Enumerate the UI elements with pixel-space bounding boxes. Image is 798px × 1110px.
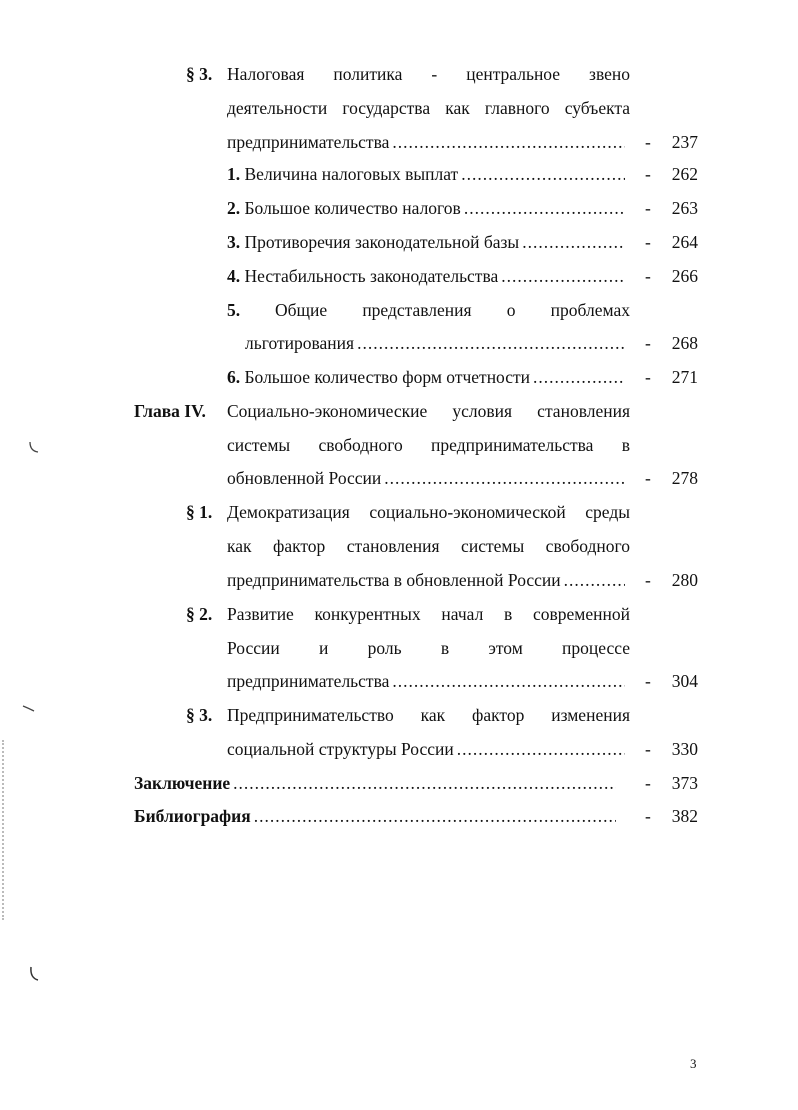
toc-entry-line[interactable]	[227, 565, 625, 595]
toc-entry-line[interactable]	[227, 227, 625, 257]
toc-entry-line[interactable]	[134, 801, 616, 831]
toc-text: Нестабильность законодательства	[244, 266, 499, 286]
page-ref: 271	[671, 367, 698, 387]
leader-dots	[464, 193, 625, 223]
toc-entry-line[interactable]	[227, 159, 625, 189]
page-dash: -	[645, 164, 651, 184]
toc-text-line: Налоговая политика - центральное звено	[227, 64, 630, 84]
toc-entry-line[interactable]	[134, 768, 616, 798]
toc-text-line: как фактор становления системы свободного	[227, 536, 630, 556]
page-ref: 278	[671, 468, 698, 488]
toc-entry-line[interactable]	[227, 193, 625, 223]
item-number: 4.	[227, 266, 241, 286]
toc-text: социальной структуры России	[227, 739, 454, 759]
page-ref: 268	[671, 333, 698, 353]
page-dash: -	[645, 367, 651, 387]
chapter-marker: Глава IV.	[134, 401, 206, 421]
section-marker: § 3.	[186, 64, 213, 84]
toc-text-line: Развитие конкурентных начал в современной	[227, 604, 630, 624]
toc-entry-line[interactable]	[227, 463, 625, 493]
page-dash: -	[645, 739, 651, 759]
page-dash: -	[645, 132, 651, 152]
scan-mark-icon	[28, 966, 40, 982]
section-marker: § 1.	[186, 502, 213, 522]
scan-mark-icon	[22, 704, 36, 714]
leader-dots	[233, 768, 616, 798]
toc-entry-line[interactable]	[245, 328, 625, 358]
leader-dots	[533, 362, 625, 392]
leader-dots	[392, 127, 625, 157]
section-marker: § 3.	[186, 705, 213, 725]
leader-dots	[384, 463, 625, 493]
page-dash: -	[645, 468, 651, 488]
page-dash: -	[645, 570, 651, 590]
leader-dots	[564, 565, 625, 595]
scan-edge-mark	[2, 740, 6, 920]
toc-text-line: России и роль в этом процессе	[227, 638, 630, 658]
page-dash: -	[645, 773, 651, 793]
item-number: 6.	[227, 367, 241, 387]
page-ref: 280	[671, 570, 698, 590]
page-dash: -	[645, 232, 651, 252]
page-ref: 263	[671, 198, 698, 218]
toc-text: Противоречия законодательной базы	[244, 232, 520, 252]
toc-text: предпринимательства	[227, 132, 390, 152]
toc-text-line: Предпринимательство как фактор изменения	[227, 705, 630, 725]
leader-dots	[392, 666, 625, 696]
toc-text: Большое количество налогов	[244, 198, 461, 218]
item-number: 3.	[227, 232, 241, 252]
toc-entry-line[interactable]	[227, 362, 625, 392]
toc-text: Библиография	[134, 806, 251, 826]
page-dash: -	[645, 671, 651, 691]
leader-dots	[461, 159, 625, 189]
leader-dots	[357, 328, 625, 358]
toc-entry-line[interactable]	[227, 127, 625, 157]
toc-text-line: Общие представления о проблемах	[275, 300, 630, 320]
page-ref: 304	[671, 671, 698, 691]
page-dash: -	[645, 333, 651, 353]
toc-text: Заключение	[134, 773, 231, 793]
toc-entry-line[interactable]	[227, 261, 625, 291]
page-ref: 330	[671, 739, 698, 759]
page-dash: -	[645, 266, 651, 286]
page-dash: -	[645, 198, 651, 218]
toc-text: обновленной России	[227, 468, 382, 488]
page-number: 3	[690, 1056, 697, 1071]
toc-entry-line[interactable]	[227, 666, 625, 696]
page-ref: 264	[671, 232, 698, 252]
toc-text: Большое количество форм отчетности	[244, 367, 531, 387]
toc-text-line: деятельности государства как главного субъекта	[227, 98, 630, 118]
page-ref: 237	[671, 132, 698, 152]
toc-text: предпринимательства в обновленной России	[227, 570, 561, 590]
toc-text: предпринимательства	[227, 671, 390, 691]
item-number: 2.	[227, 198, 241, 218]
leader-dots	[522, 227, 625, 257]
toc-text-line: Социально-экономические условия становления	[227, 401, 630, 421]
toc-text: льготирования	[245, 333, 355, 353]
toc-text: Величина налоговых выплат	[244, 164, 459, 184]
page-ref: 373	[671, 773, 698, 793]
page-ref: 262	[671, 164, 698, 184]
toc-text-line: системы свободного предпринимательства в	[227, 435, 630, 455]
leader-dots	[457, 734, 625, 764]
page-ref: 382	[671, 806, 698, 826]
leader-dots	[254, 801, 616, 831]
toc-text-line: Демократизация социально-экономической среды	[227, 502, 630, 522]
leader-dots	[501, 261, 625, 291]
item-number: 1.	[227, 164, 241, 184]
item-number: 5.	[227, 300, 241, 320]
section-marker: § 2.	[186, 604, 213, 624]
scan-mark-icon	[28, 440, 40, 454]
page-dash: -	[645, 806, 651, 826]
page-ref: 266	[671, 266, 698, 286]
toc-entry-line[interactable]	[227, 734, 625, 764]
